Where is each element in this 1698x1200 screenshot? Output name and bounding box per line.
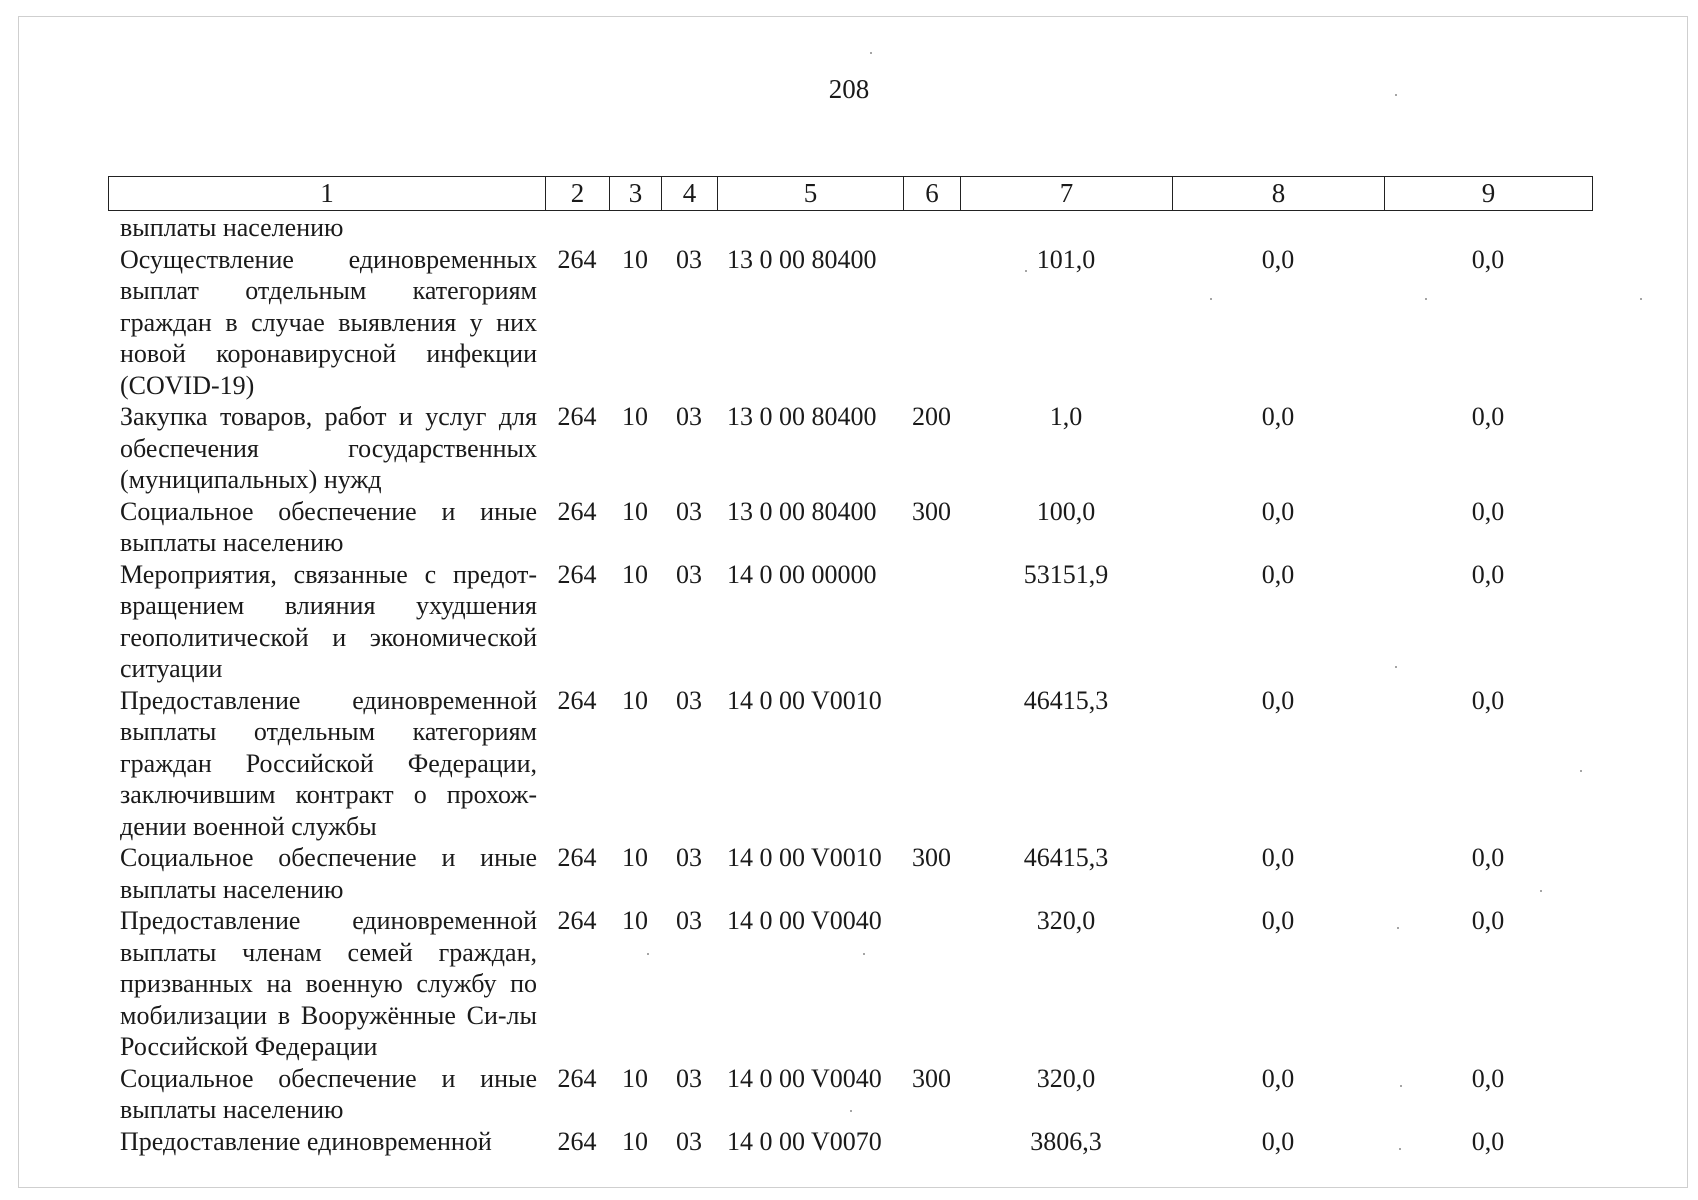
col-6-expense-type [903,1126,960,1158]
scan-speck [863,953,865,955]
header-col-1: 1 [109,177,546,211]
row-name: Социальное обеспечение и иные выплаты населению [120,496,537,557]
col-7-amount: 100,0 [1036,496,1096,526]
row-name: Закупка товаров, работ и услуг для обеспечения государственных (муниципальных) нужд [120,402,537,494]
table-row [108,905,1592,1063]
col-8-amount: 0,0 [1261,244,1295,274]
scan-speck [1395,94,1397,96]
col-3-code: 10 [622,906,648,935]
col-2-code: 264 [557,685,597,715]
col-7-amount: 46415,3 [1023,843,1109,872]
col-7-amount: 53151,9 [1023,559,1109,589]
col-7-amount: 46415,3 [1023,685,1109,715]
col-5-target-code: 13 0 00 80400 [727,496,877,526]
header-col-6: 6 [904,177,961,211]
scan-speck [1397,927,1399,929]
col-4-code: 03 [676,1126,702,1156]
col-4-code: 03 [676,843,702,872]
header-col-2: 2 [546,177,610,211]
col-8-amount: 0,0 [1261,685,1295,715]
table-row [108,842,1592,905]
col-2-code: 264 [557,496,597,526]
col-4-code: 03 [676,685,702,715]
continuation-text: выплаты населению [120,213,344,242]
header-col-4: 4 [662,177,718,211]
col-5-target-code: 14 0 00 00000 [727,559,877,589]
table-row [108,401,1592,496]
col-3-code: 10 [622,496,648,526]
column-header-table [108,176,1593,211]
table-row [108,1126,1592,1158]
col-6-expense-type [903,905,960,1063]
scan-speck [1025,270,1027,272]
col-3-code: 10 [622,843,648,872]
col-6-expense-type [903,244,960,402]
col-3-code: 10 [622,1063,648,1093]
col-4-code: 03 [676,496,702,526]
col-5-target-code: 14 0 00 V0040 [727,1063,882,1093]
table-row [108,559,1592,685]
col-3-code: 10 [622,685,648,715]
row-name: Социальное обеспечение и иные выплаты населению [120,843,537,904]
col-2-code: 264 [557,843,597,872]
col-6-expense-type: 300 [912,843,951,872]
col-7-amount: 320,0 [1036,906,1096,935]
col-4-code: 03 [676,244,702,274]
table-row [108,685,1592,843]
col-8-amount: 0,0 [1261,906,1295,935]
col-5-target-code: 13 0 00 80400 [727,402,877,431]
col-7-amount: 1,0 [1049,402,1083,431]
col-3-code: 10 [622,244,648,274]
col-8-amount: 0,0 [1261,402,1295,431]
col-6-expense-type: 300 [912,1063,951,1093]
row-name: Осуществление единовременных выплат отдельным категориям граждан в случае выявления у них новой коронавирусной инфекции (COVID-19) [120,244,537,400]
col-3-code: 10 [622,402,648,431]
header-col-7: 7 [961,177,1173,211]
col-8-amount: 0,0 [1261,496,1295,526]
table-row [108,496,1592,559]
col-4-code: 03 [676,402,702,431]
scan-speck [1425,298,1427,300]
col-2-code: 264 [557,1126,597,1156]
table-row [108,1063,1592,1126]
col-5-target-code: 13 0 00 80400 [727,244,877,274]
header-col-3: 3 [610,177,662,211]
row-name: Предоставление единовременной выплаты отдельным категориям граждан Российской Федерации, заключившим контракт о прохож-дении военной службы [120,685,537,841]
scan-speck [1395,666,1397,668]
col-3-code: 10 [622,559,648,589]
scan-speck [647,953,649,955]
col-6-expense-type [903,685,960,843]
col-7-amount: 101,0 [1036,244,1096,274]
col-9-amount: 0,0 [1471,843,1505,872]
table-row [108,244,1592,402]
col-9-amount: 0,0 [1471,496,1505,526]
col-3-code: 10 [622,1126,648,1156]
col-2-code: 264 [557,906,597,935]
scan-speck [1540,890,1542,892]
header-col-5: 5 [718,177,904,211]
col-8-amount: 0,0 [1261,1063,1295,1093]
col-8-amount: 0,0 [1261,1126,1295,1156]
budget-table [108,212,1592,1157]
row-name: Мероприятия, связанные с предот-вращением влияния ухудшения геополитической и экономической ситуации [120,559,537,683]
col-4-code: 03 [676,906,702,935]
col-9-amount: 0,0 [1471,1063,1505,1093]
col-2-code: 264 [557,1063,597,1093]
col-6-expense-type: 300 [912,496,951,526]
col-9-amount: 0,0 [1471,906,1505,935]
page-number: 208 [828,74,870,104]
scan-speck [1400,1085,1402,1087]
col-2-code: 264 [557,402,597,431]
col-6-expense-type [903,559,960,685]
col-2-code: 264 [557,244,597,274]
header-col-8: 8 [1173,177,1385,211]
col-7-amount: 3806,3 [1030,1126,1102,1156]
col-9-amount: 0,0 [1471,559,1505,589]
continuation-row [108,212,1592,244]
header-col-9: 9 [1385,177,1593,211]
col-4-code: 03 [676,1063,702,1093]
scan-speck [870,52,872,54]
scan-speck [850,1110,852,1112]
col-9-amount: 0,0 [1471,402,1505,431]
scan-speck [1640,298,1642,300]
col-9-amount: 0,0 [1471,685,1505,715]
row-name: Социальное обеспечение и иные выплаты населению [120,1063,537,1124]
scan-speck [1210,298,1212,300]
row-name: Предоставление единовременной выплаты членам семей граждан, призванных на военную службу по мобилизации в Вооружённые Си-лы Российской Федерации [120,906,537,1061]
col-7-amount: 320,0 [1036,1063,1096,1093]
scan-speck [1399,1148,1401,1150]
col-5-target-code: 14 0 00 V0040 [727,906,882,935]
col-5-target-code: 14 0 00 V0070 [727,1126,882,1156]
col-8-amount: 0,0 [1261,559,1295,589]
col-2-code: 264 [557,559,597,589]
col-4-code: 03 [676,559,702,589]
col-9-amount: 0,0 [1471,1126,1505,1156]
col-6-expense-type: 200 [912,402,951,431]
col-5-target-code: 14 0 00 V0010 [727,685,882,715]
col-5-target-code: 14 0 00 V0010 [727,843,882,872]
scan-speck [1580,770,1582,772]
row-name: Предоставление единовременной [120,1126,492,1156]
col-9-amount: 0,0 [1471,244,1505,274]
col-8-amount: 0,0 [1261,843,1295,872]
